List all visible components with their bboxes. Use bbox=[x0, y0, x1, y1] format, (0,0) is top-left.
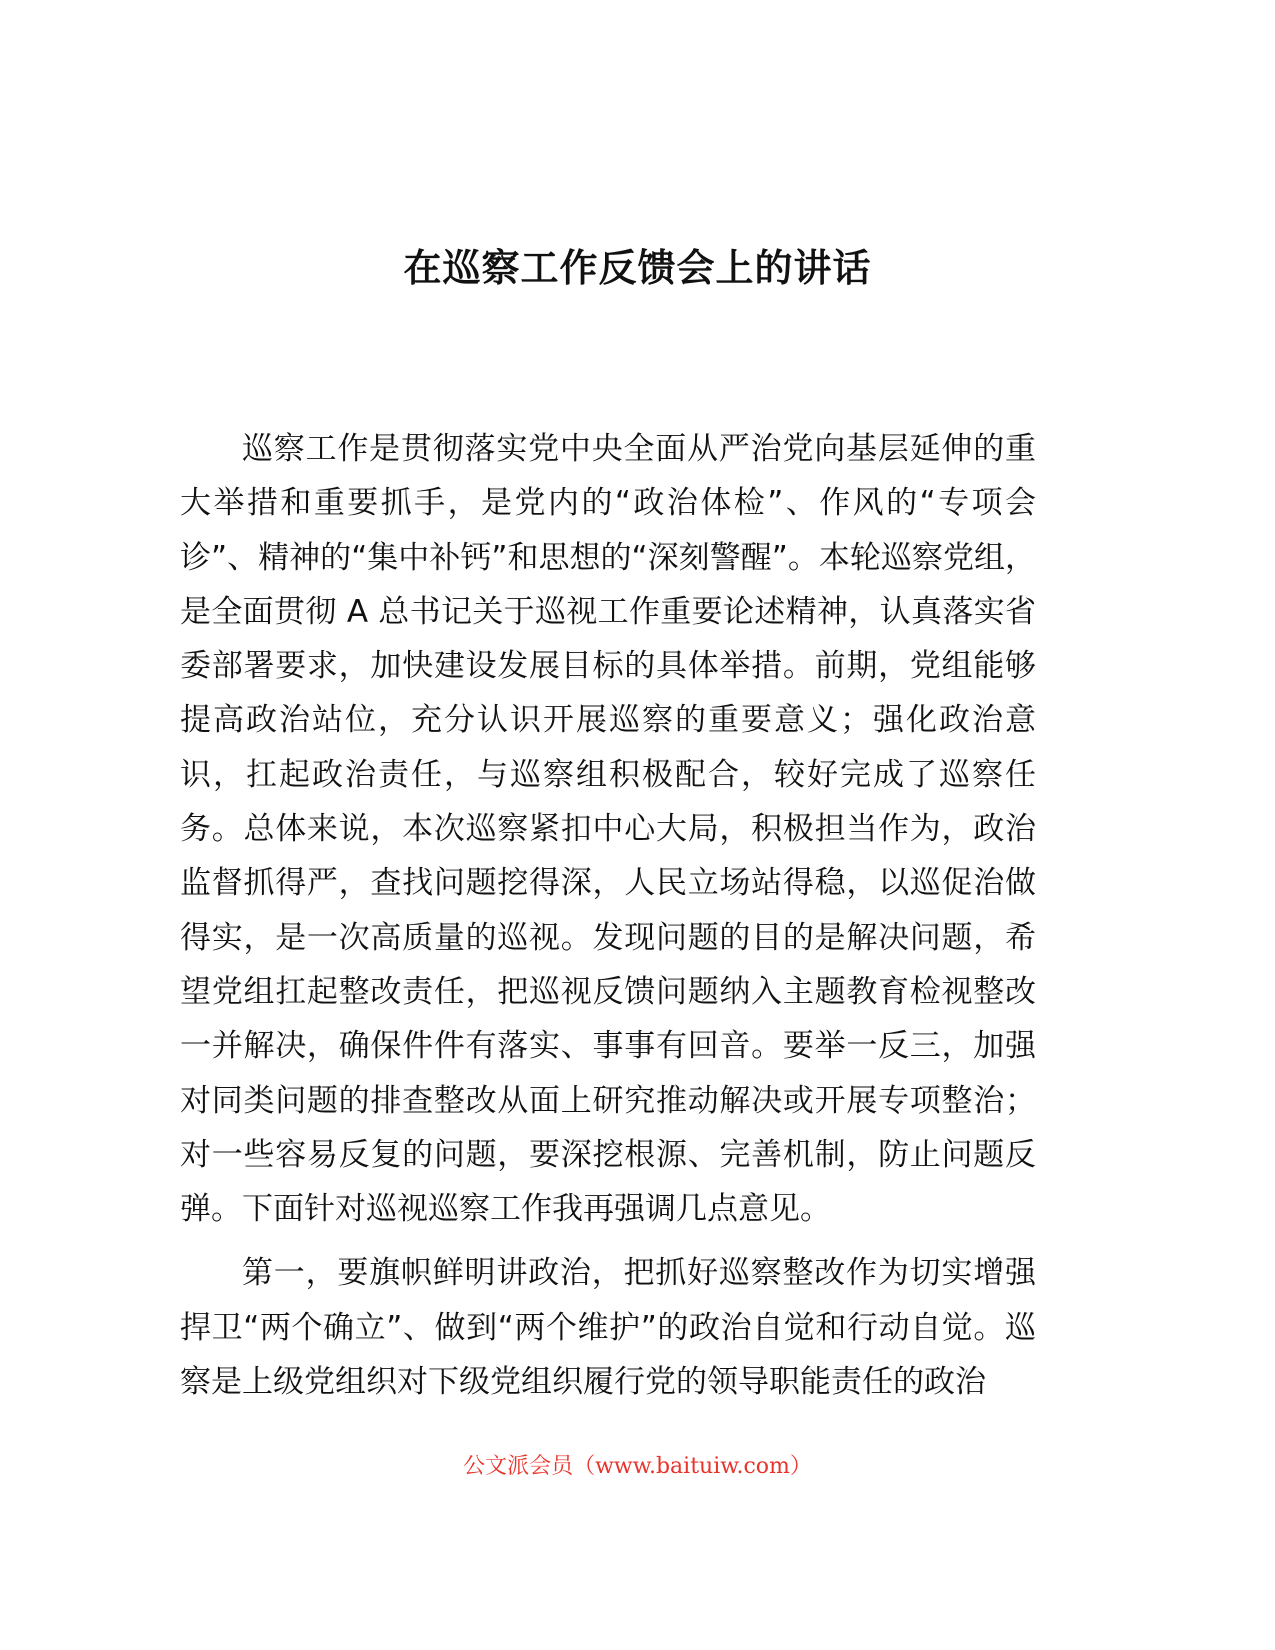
page-title: 在巡察工作反馈会上的讲话 bbox=[403, 246, 872, 291]
body-paragraph: 第一，要旗帜鲜明讲政治，把抓好巡察整改作为切实增强捍卫“两个确立”、做到“两个维护”的政治自觉和行动自觉。巡察是上级党组织对下级党组织履行党的领导职能责任的政治 bbox=[180, 1255, 1036, 1401]
footer-watermark: 公文派会员（www.baituiw.com） bbox=[463, 1454, 812, 1479]
document-body bbox=[180, 422, 1036, 1409]
body-paragraph: 巡察工作是贯彻落实党中央全面从严治党向基层延伸的重大举措和重要抓手，是党内的“政治体检”、作风的“专项会诊”、精神的“集中补钙”和思想的“深刻警醒”。本轮巡察党组，是全面贯彻 A 总书记关于巡视工作重要论述精神，认真落实省委部署要求，加快建设发展目标的具体举措。前期，党组能够提高政治站位，充分认识开展巡察的重要意义；强化政治意识，扛起政治责任，与巡察组积极配合，较好完成了巡察任务。总体来说，本次巡察紧扣中心大局，积极担当作为，政治监督抓得严，查找问题挖得深，人民立场站得稳，以巡促治做得实，是一次高质量的巡视。发现问题的目的是解决问题，希望党组扛起整改责任，把巡视反馈问题纳入主题教育检视整改一并解决，确保件件有落实、事事有回音。要举一反三，加强对同类问题的排查整改从面上研究推动解决或开展专项整治；对一些容易反复的问题，要深挖根源、完善机制，防止问题反弹。下面针对巡视巡察工作我再强调几点意见。 bbox=[180, 431, 1036, 1228]
